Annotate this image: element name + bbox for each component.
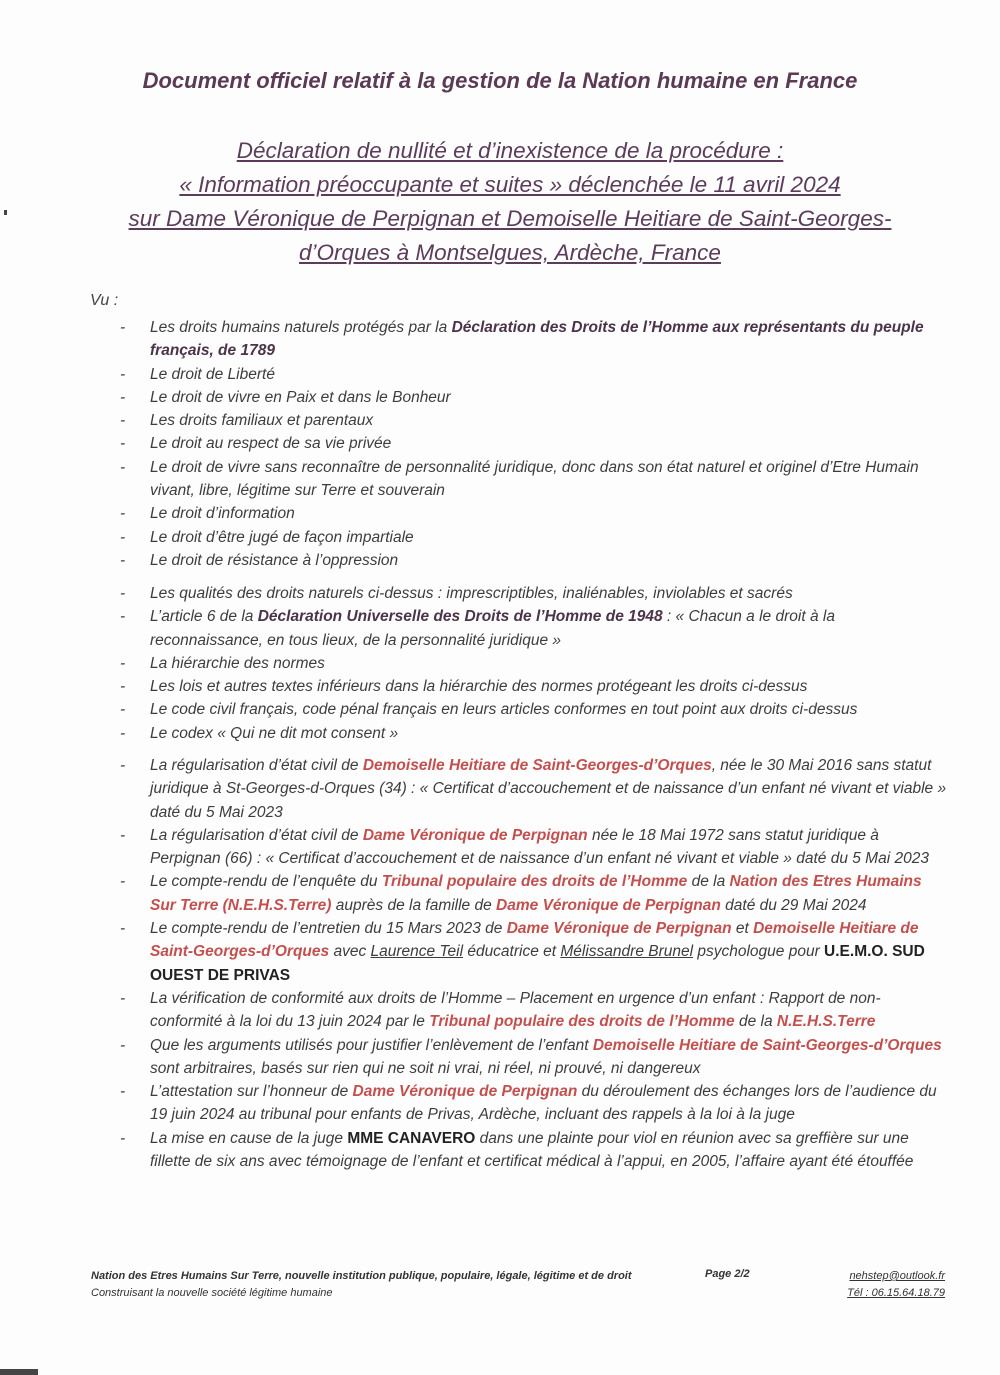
item-emphasis: Déclaration des Droits de l’Homme aux représentants du peuple français, de 1789 (150, 319, 924, 360)
list-item: - Le droit de Liberté (118, 363, 948, 386)
item-name-highlight: Tribunal populaire des droits de l’Homme (429, 1013, 735, 1031)
item-name-highlight: Tribunal populaire des droits de l’Homme (381, 873, 688, 891)
contact-email: nehstep@outlook.fr (849, 1270, 945, 1282)
list-item (118, 987, 948, 1034)
list-item (118, 1034, 948, 1081)
item-name-highlight: Dame Véronique de Perpignan (352, 1083, 578, 1101)
footer-contact (780, 1268, 945, 1302)
item-text: daté du 29 Mai 2024 (720, 896, 867, 914)
contact-phone: Tél : 06.15.64.18.79 (847, 1287, 945, 1299)
document-title: Document officiel relatif à la gestion de la Nation humaine en France (142, 68, 858, 93)
item-name-highlight: Dame Véronique de Perpignan (362, 826, 588, 844)
vu-label: Vu : (90, 292, 119, 309)
list-item: - Le codex « Qui ne dit mot consent » (118, 722, 948, 745)
item-text: : « Chacun a le droit à la reconnaissance, en tous lieux, de la personnalité juridique » (150, 608, 835, 649)
list-item (118, 917, 948, 987)
facts-list (118, 754, 948, 1173)
item-underlined-name: Mélissandre Brunel (560, 943, 694, 961)
rights-list (118, 316, 948, 572)
item-emphasis: MME CANAVERO (347, 1129, 476, 1147)
declaration-title-line: « Information préoccupante et suites » déclenchée le 11 avril 2024 (179, 172, 841, 197)
item-text: L’article 6 de la (150, 608, 258, 626)
list-item: - Le droit de vivre en Paix et dans le Bonheur (118, 386, 948, 409)
item-name-highlight: Dame Véronique de Perpignan (506, 920, 732, 938)
item-text: Le compte-rendu de l’entretien du 15 Mars 2023 de (150, 920, 507, 938)
list-item (118, 605, 948, 652)
declaration-title (90, 134, 930, 270)
item-text: avec (329, 943, 371, 961)
list-item (118, 754, 948, 824)
item-text: auprès de la famille de (331, 896, 497, 914)
list-item: - Le droit au respect de sa vie privée (118, 432, 948, 455)
list-item (118, 316, 948, 363)
item-name-highlight: Demoiselle Heitiare de Saint-Georges-d’Orques (362, 757, 712, 774)
list-item (118, 1080, 948, 1127)
item-text: La régularisation d’état civil de (150, 757, 363, 774)
declaration-title-line: sur Dame Véronique de Perpignan et Demoiselle Heitiare de Saint-Georges- (128, 206, 892, 231)
item-text: et (731, 920, 754, 938)
footer-tagline: Construisant la nouvelle société légitime humaine (91, 1287, 333, 1299)
list-item: - Les qualités des droits naturels ci-dessus : imprescriptibles, inaliénables, inviolables et sacrés (118, 582, 948, 605)
item-text: née le 18 Mai 1972 sans statut juridique à Perpignan (66) : « Certificat d’accouchement et de naissance d’un enfant né vivant et viable » daté du 5 Mai 2023 (150, 826, 929, 868)
footer-org-line: Nation des Etres Humains Sur Terre, nouvelle institution publique, populaire, légale, légitime et de droit (91, 1270, 632, 1282)
declaration-title-line: Déclaration de nullité et d’inexistence de la procédure : (236, 138, 784, 163)
list-item: - Le droit de vivre sans reconnaître de personnalité juridique, donc dans son état naturel et originel d’Etre Humain vivant, libre, légitime sur Terre et souverain (118, 456, 948, 503)
item-text: La vérification de conformité aux droits de l’Homme – Placement en urgence d’un enfant : Rapport de non-conformité à la loi du 13 juin 2024 par le (150, 989, 881, 1031)
scan-mark-bottom (0, 1369, 38, 1375)
scan-mark-left (4, 210, 7, 215)
list-item: - Le droit de résistance à l’oppression (118, 549, 948, 572)
item-emphasis: U.E.M.O. SUD OUEST DE PRIVAS (150, 943, 925, 984)
item-text: La régularisation d’état civil de (150, 826, 363, 844)
list-item (118, 1127, 948, 1174)
item-text: sont arbitraires, basés sur rien qui ne soit ni vrai, ni réel, ni prouvé, ni dangereux (150, 1059, 701, 1077)
declaration-title-line: d’Orques à Montselgues, Ardèche, France (299, 240, 721, 265)
list-item: - Les droits familiaux et parentaux (118, 409, 948, 432)
item-text: , née le 30 Mai 2016 sans statut juridique à St-Georges-d-Orques (34) : « Certificat d’accouchement et de naissance d’un enfant né vivant et viable » daté du 5 Mai 2023 (150, 757, 947, 821)
item-text: La mise en cause de la juge (150, 1129, 348, 1147)
norms-list (118, 582, 948, 745)
item-text: Les droits humains naturels protégés par la (150, 319, 452, 336)
item-text: psychologue pour (693, 943, 825, 961)
list-item: - Le code civil français, code pénal français en leurs articles conformes en tout point aux droits ci-dessus (118, 698, 948, 721)
item-text: Que les arguments utilisés pour justifier l’enlèvement de l’enfant (150, 1036, 593, 1054)
list-item: - La hiérarchie des normes (118, 652, 948, 675)
item-name-highlight: Nation des Etres Humains Sur Terre (N.E.H.S.Terre) (150, 873, 922, 914)
list-item: - Les lois et autres textes inférieurs dans la hiérarchie des normes protégeant les droits ci-dessus (118, 675, 948, 698)
list-item (118, 870, 948, 917)
item-text: éducatrice et (463, 943, 561, 961)
item-text: Le compte-rendu de l’enquête du (150, 873, 382, 891)
item-text: dans une plainte pour viol en réunion avec sa greffière sur une fillette de six ans avec témoignage de l’enfant et certificat médical à l’appui, en 2005, l’affaire ayant été étouffée (150, 1129, 914, 1171)
item-text: du déroulement des échanges lors de l’audience du 19 juin 2024 au tribunal pour enfants de Privas, Ardèche, incluant des rappels à la loi à la juge (150, 1083, 937, 1124)
item-emphasis: Déclaration Universelle des Droits de l’Homme de 1948 (257, 608, 663, 626)
page-number: Page 2/2 (705, 1268, 750, 1280)
list-item: - Le droit d’information (118, 502, 948, 525)
item-text: de la (734, 1013, 777, 1031)
item-text: L’attestation sur l’honneur de (150, 1083, 353, 1101)
list-item: - Le droit d’être jugé de façon impartiale (118, 526, 948, 549)
list-item (118, 824, 948, 871)
item-text: de la (687, 873, 730, 891)
item-name-highlight: Demoiselle Heitiare de Saint-Georges-d’Orques (592, 1036, 942, 1054)
footer-organization (91, 1268, 632, 1302)
item-name-highlight: Demoiselle Heitiare de Saint-Georges-d’Orques (150, 920, 919, 961)
item-name-highlight: N.E.H.S.Terre (776, 1013, 876, 1031)
item-name-highlight: Dame Véronique de Perpignan (496, 896, 721, 914)
item-underlined-name: Laurence Teil (370, 943, 464, 961)
